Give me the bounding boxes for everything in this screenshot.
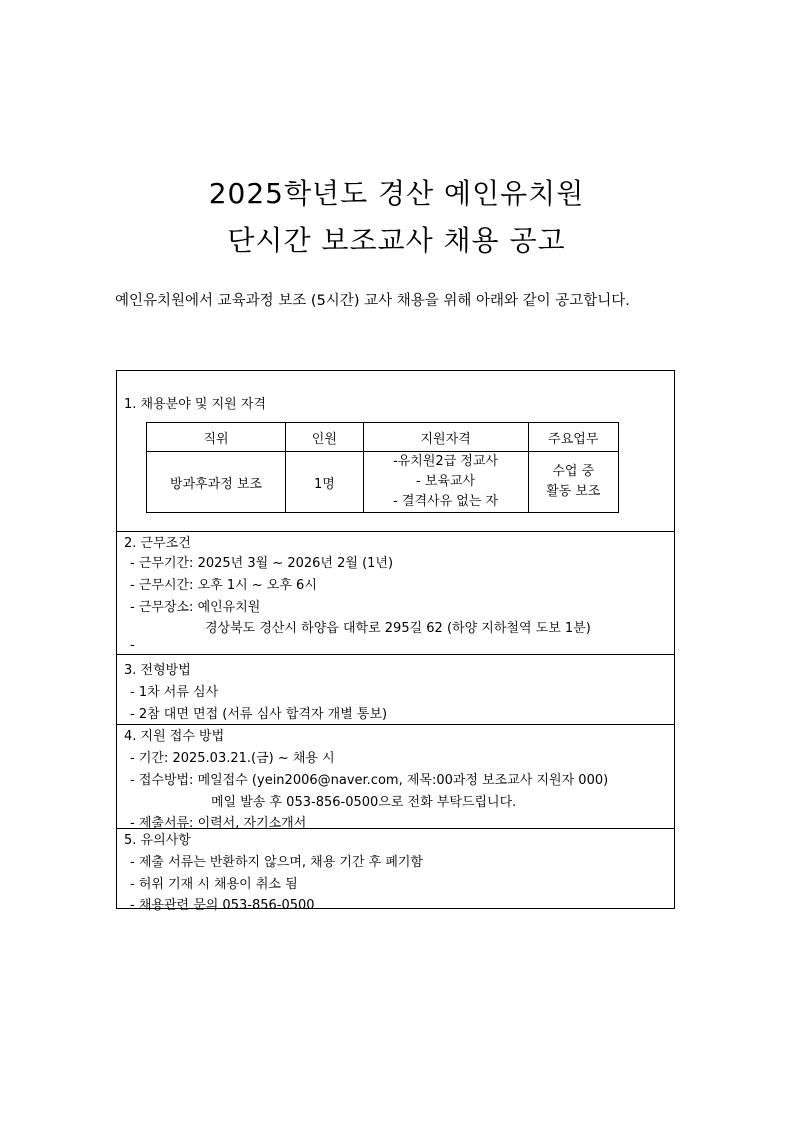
- work-place: - 근무장소: 예인유치원: [130, 600, 261, 615]
- blank-item: -: [130, 638, 135, 653]
- section-heading: 4. 지원 접수 방법: [124, 729, 225, 744]
- section-work-conditions: [117, 531, 674, 654]
- duties-cell: [528, 452, 618, 513]
- application-method: - 접수방법: 메일접수 (yein2006@naver.com, 제목:00과정 보조교사 지원자 000): [130, 773, 609, 788]
- section-selection: [117, 654, 674, 724]
- recruitment-table: [146, 422, 619, 513]
- application-period: - 기간: 2025.03.21.(금) ~ 채용 시: [130, 751, 335, 766]
- section-application: [117, 724, 674, 831]
- table-header-cell: 지원자격: [363, 423, 528, 452]
- qualification-item: - 보육교사: [416, 474, 476, 489]
- selection-step: - 2참 대면 면접 (서류 심사 합격자 개별 통보): [130, 707, 388, 722]
- application-documents: - 제출서류: 이력서, 자기소개서: [130, 816, 307, 831]
- table-header-cell: 인원: [286, 423, 364, 452]
- document-title-line1: 2025학년도 경산 예인유치원: [208, 177, 585, 210]
- section-recruitment: [117, 371, 674, 531]
- section-heading: 3. 전형방법: [124, 663, 191, 678]
- table-header-cell: 주요업무: [528, 423, 618, 452]
- table-header-row: [147, 423, 619, 452]
- section-heading: 2. 근무조건: [124, 536, 191, 551]
- note-item: - 허위 기재 시 채용이 취소 됨: [130, 877, 298, 892]
- intro-paragraph: 예인유치원에서 교육과정 보조 (5시간) 교사 채용을 위해 아래와 같이 공고합니다.: [115, 293, 630, 309]
- application-method-note: 메일 발송 후 053-856-0500으로 전화 부탁드립니다.: [211, 795, 517, 810]
- document-title-line2: 단시간 보조교사 채용 공고: [227, 224, 566, 257]
- work-period: - 근무기간: 2025년 3월 ~ 2026년 2월 (1년): [130, 556, 394, 571]
- duty-item: 수업 중: [552, 464, 595, 479]
- qualification-item: -유치원2급 정교사: [393, 454, 499, 469]
- qualifications-cell: [363, 452, 528, 513]
- table-header-cell: 직위: [147, 423, 286, 452]
- section-heading: 5. 유의사항: [124, 833, 191, 848]
- selection-step: - 1차 서류 심사: [130, 685, 219, 700]
- section-notes: [117, 828, 674, 913]
- duty-item: 활동 보조: [546, 484, 601, 499]
- work-address: 경상북도 경산시 하양읍 대학로 295길 62 (하양 지하철역 도보 1분): [205, 621, 591, 636]
- work-hours: - 근무시간: 오후 1시 ~ 오후 6시: [130, 578, 317, 593]
- table-row: [147, 452, 619, 513]
- section-heading: 1. 채용분야 및 지원 자격: [124, 397, 266, 412]
- note-item: - 제출 서류는 반환하지 않으며, 채용 기간 후 폐기함: [130, 855, 424, 870]
- count-cell: 1명: [286, 452, 364, 513]
- announcement-box: [116, 370, 675, 913]
- note-item: - 채용관련 문의 053-856-0500: [130, 898, 315, 913]
- qualification-item: - 결격사유 없는 자: [393, 494, 499, 509]
- position-cell: 방과후과정 보조: [147, 452, 286, 513]
